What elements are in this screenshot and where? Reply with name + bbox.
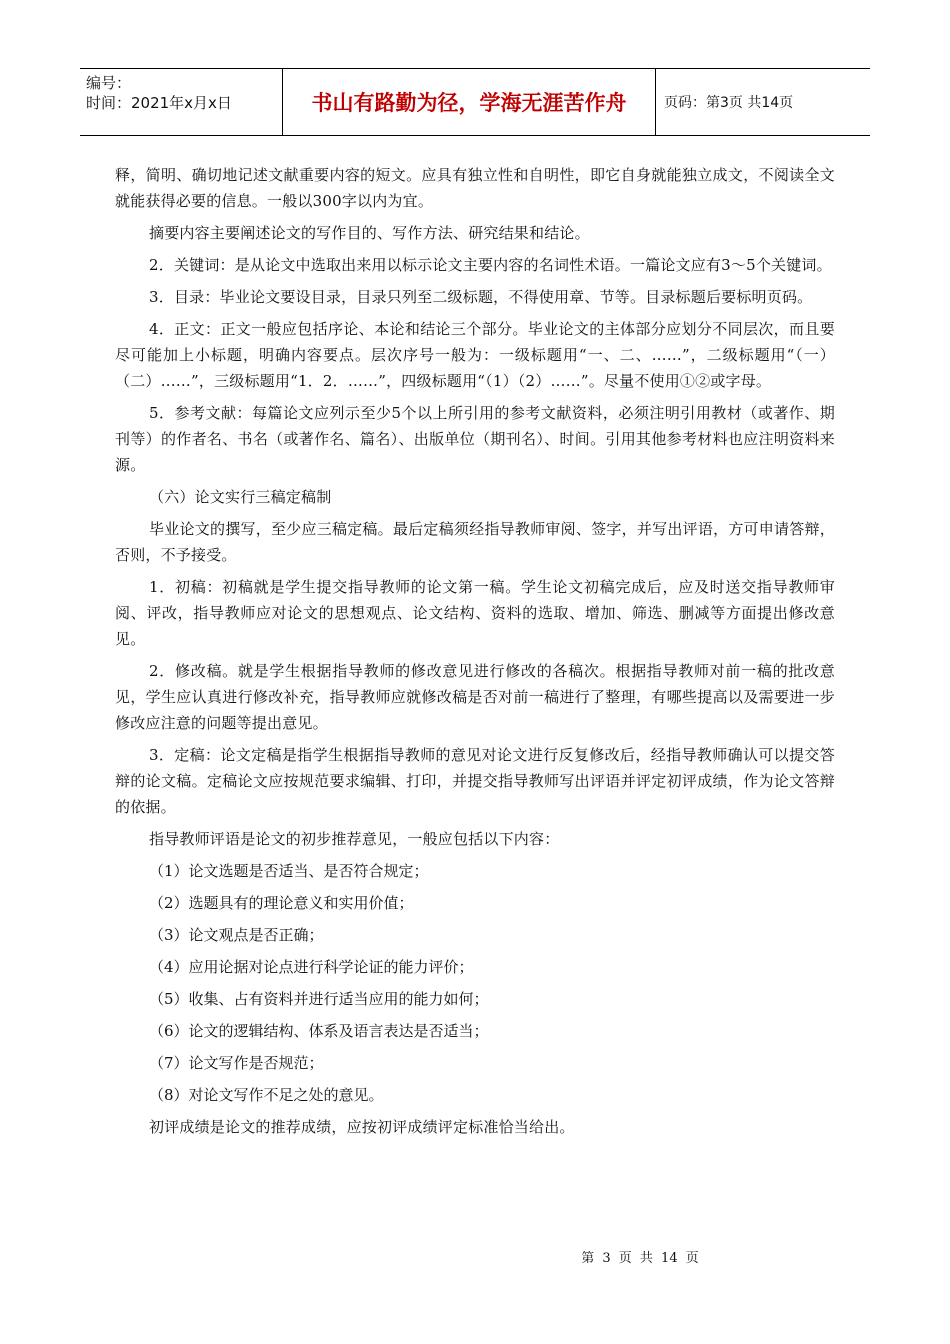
paragraph: 摘要内容主要阐述论文的写作目的、写作方法、研究结果和结论。: [149, 224, 590, 242]
document-number-label: 编号：: [86, 74, 132, 92]
paragraph: 3．定稿：论文定稿是指学生根据指导教师的意见对论文进行反复修改后，经指导教师确认可以提交答辩的论文稿。定稿论文应按规范要求编辑、打印，并提交指导教师写出评语并评定初评成绩，作为论文答辩的依据。: [115, 746, 835, 816]
paragraph: 2．修改稿。就是学生根据指导教师的修改意见进行修改的各稿次。根据指导教师对前一稿的批改意见，学生应认真进行修改补充，指导教师应就修改稿是否对前一稿进行了整理，有哪些提高以及需要进一步修改应注意的问题等提出意见。: [115, 662, 835, 732]
list-item: （5）收集、占有资料并进行适当应用的能力如何；: [149, 990, 489, 1008]
paragraph: 指导教师评语是论文的初步推荐意见，一般应包括以下内容：: [149, 830, 560, 848]
page-footer: 第 3 页 共 14 页: [581, 1251, 699, 1266]
document-time-label: 时间：2021年x月x日: [86, 94, 232, 112]
list-item: （7）论文写作是否规范；: [149, 1054, 324, 1072]
list-item: （4）应用论据对论点进行科学论证的能力评价；: [149, 958, 474, 976]
paragraph: 2．关键词：是从论文中选取出来用以标示论文主要内容的名词性术语。一篇论文应有3～5个关键词。: [149, 256, 832, 274]
section-heading: （六）论文实行三稿定稿制: [149, 488, 332, 506]
list-item: （3）论文观点是否正确；: [149, 926, 324, 944]
paragraph: 4．正文：正文一般应包括序论、本论和结论三个部分。毕业论文的主体部分应划分不同层次，而且要尽可能加上小标题，明确内容要点。层次序号一般为：一级标题用“一、二、……”，二级标题用“（一）（二）……”，三级标题用“1．2．……”，四级标题用“（1）（2）……”。尽量不使用①②或字母。: [115, 320, 835, 390]
header-page-info: 页码：第3页 共14页: [664, 95, 794, 111]
closing-paragraph: 初评成绩是论文的推荐成绩，应按初评成绩评定标准恰当给出。: [149, 1118, 575, 1136]
paragraph: 释，简明、确切地记述文献重要内容的短文。应具有独立性和自明性，即它自身就能独立成文，不阅读全文就能获得必要的信息。一般以300字以内为宜。: [115, 166, 835, 210]
list-item: （8）对论文写作不足之处的意见。: [149, 1086, 384, 1104]
list-item: （2）选题具有的理论意义和实用价值；: [149, 894, 414, 912]
list-item: （6）论文的逻辑结构、体系及语言表达是否适当；: [149, 1022, 489, 1040]
paragraph: 5．参考文献：每篇论文应列示至少5个以上所引用的参考文献资料，必须注明引用教材（或著作、期刊等）的作者名、书名（或著作名、篇名）、出版单位（期刊名）、时间。引用其他参考材料也应注明资料来源。: [115, 404, 835, 474]
paragraph: 3．目录：毕业论文要设目录，目录只列至二级标题，不得使用章、节等。目录标题后要标明页码。: [149, 288, 813, 306]
paragraph: 毕业论文的撰写，至少应三稿定稿。最后定稿须经指导教师审阅、签字，并写出评语，方可申请答辩，否则，不予接受。: [115, 520, 835, 564]
paragraph: 1．初稿：初稿就是学生提交指导教师的论文第一稿。学生论文初稿完成后，应及时送交指导教师审阅、评改，指导教师应对论文的思想观点、论文结构、资料的选取、增加、筛选、删减等方面提出修改意见。: [115, 578, 835, 648]
page-header: [80, 68, 870, 136]
header-meta-cell: [80, 69, 283, 135]
header-motto: 书山有路勤为径，学海无涯苦作舟: [283, 69, 656, 135]
document-body: [115, 162, 835, 1146]
list-item: （1）论文选题是否适当、是否符合规定；: [149, 862, 429, 880]
